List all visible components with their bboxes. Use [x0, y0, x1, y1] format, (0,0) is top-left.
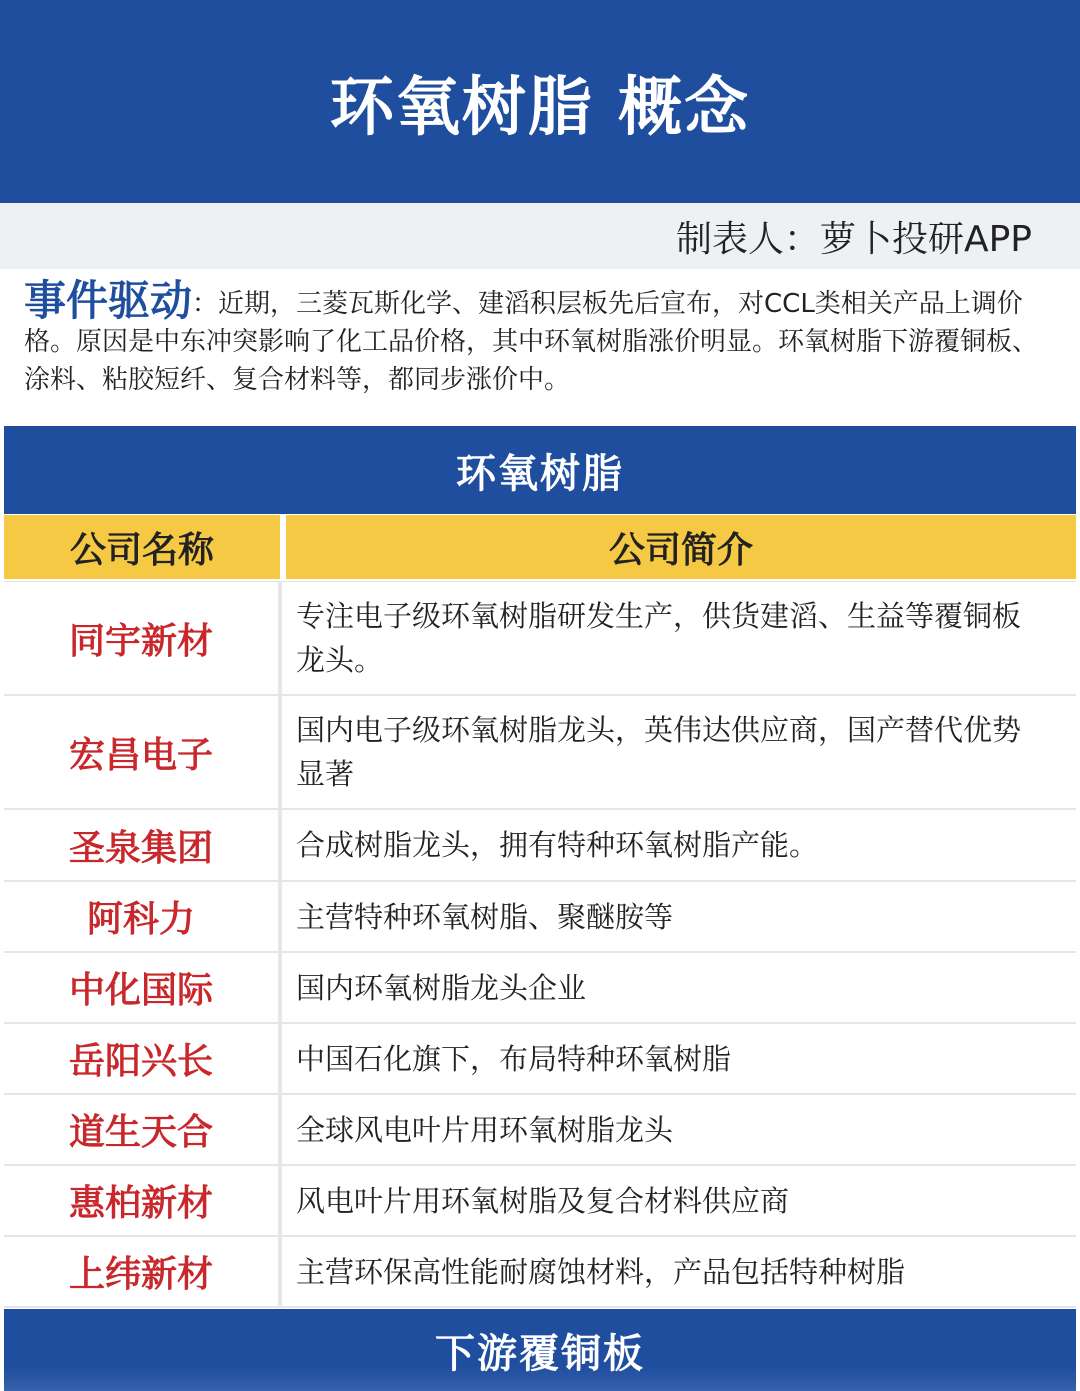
- company-desc: 中国石化旗下，布局特种环氧树脂: [296, 1041, 732, 1076]
- table-row: [4, 882, 1076, 953]
- company-name: 圣泉集团: [4, 810, 282, 880]
- company-desc: 合成树脂龙头，拥有特种环氧树脂产能。: [296, 828, 819, 862]
- table-row: [4, 810, 1076, 882]
- company-name: 岳阳兴长: [4, 1024, 282, 1093]
- table-row: [4, 1166, 1076, 1237]
- company-name: 宏昌电子: [4, 696, 282, 808]
- author-credit: [0, 203, 1080, 269]
- event-text: ：近期，三菱瓦斯化学、建滔积层板先后宣布，对CCL类相关产品上调价格。原因是中东冲突影响了化工品价格，其中环氧树脂涨价明显。环氧树脂下游覆铜板、涂料、粘胶短纤、复合材料等，都同步涨价中。: [24, 289, 1039, 395]
- company-desc: 风电叶片用环氧树脂及复合材料供应商: [296, 1183, 790, 1218]
- company-desc: 国内环氧树脂龙头企业: [296, 970, 587, 1005]
- company-name: 道生天合: [4, 1095, 282, 1164]
- company-name: 惠柏新材: [4, 1166, 282, 1235]
- company-name: 上纬新材: [4, 1237, 282, 1306]
- table-row: [4, 953, 1076, 1024]
- table-row: [4, 582, 1076, 696]
- author-text: 制表人：萝卜投研APP: [675, 218, 1032, 260]
- company-name: 中化国际: [4, 953, 282, 1022]
- company-desc: 主营特种环氧树脂、聚醚胺等: [296, 899, 674, 934]
- company-desc: 国内电子级环氧树脂龙头，英伟达供应商，国产替代优势显著: [296, 713, 1022, 791]
- table-row: [4, 1024, 1076, 1095]
- company-table: [4, 581, 1076, 1308]
- table-row: [4, 696, 1076, 810]
- event-paragraph: [24, 276, 1060, 399]
- company-name: 阿科力: [4, 882, 282, 951]
- company-name: 同宇新材: [4, 582, 282, 694]
- column-header-company-intro: 公司简介: [286, 515, 1076, 579]
- table-row: [4, 1237, 1076, 1308]
- section-header-epoxy: 环氧树脂: [4, 426, 1076, 514]
- event-label: 事件驱动: [24, 276, 193, 325]
- company-desc: 主营环保高性能耐腐蚀材料，产品包括特种树脂: [296, 1254, 906, 1289]
- page-title: 环氧树脂 概念: [0, 0, 1080, 203]
- column-header-company-name: 公司名称: [4, 515, 280, 579]
- company-desc: 全球风电叶片用环氧树脂龙头: [296, 1112, 674, 1147]
- section-header-downstream-ccl: 下游覆铜板: [4, 1309, 1076, 1391]
- table-row: [4, 1095, 1076, 1166]
- company-desc: 专注电子级环氧树脂研发生产，供货建滔、生益等覆铜板龙头。: [296, 599, 1022, 677]
